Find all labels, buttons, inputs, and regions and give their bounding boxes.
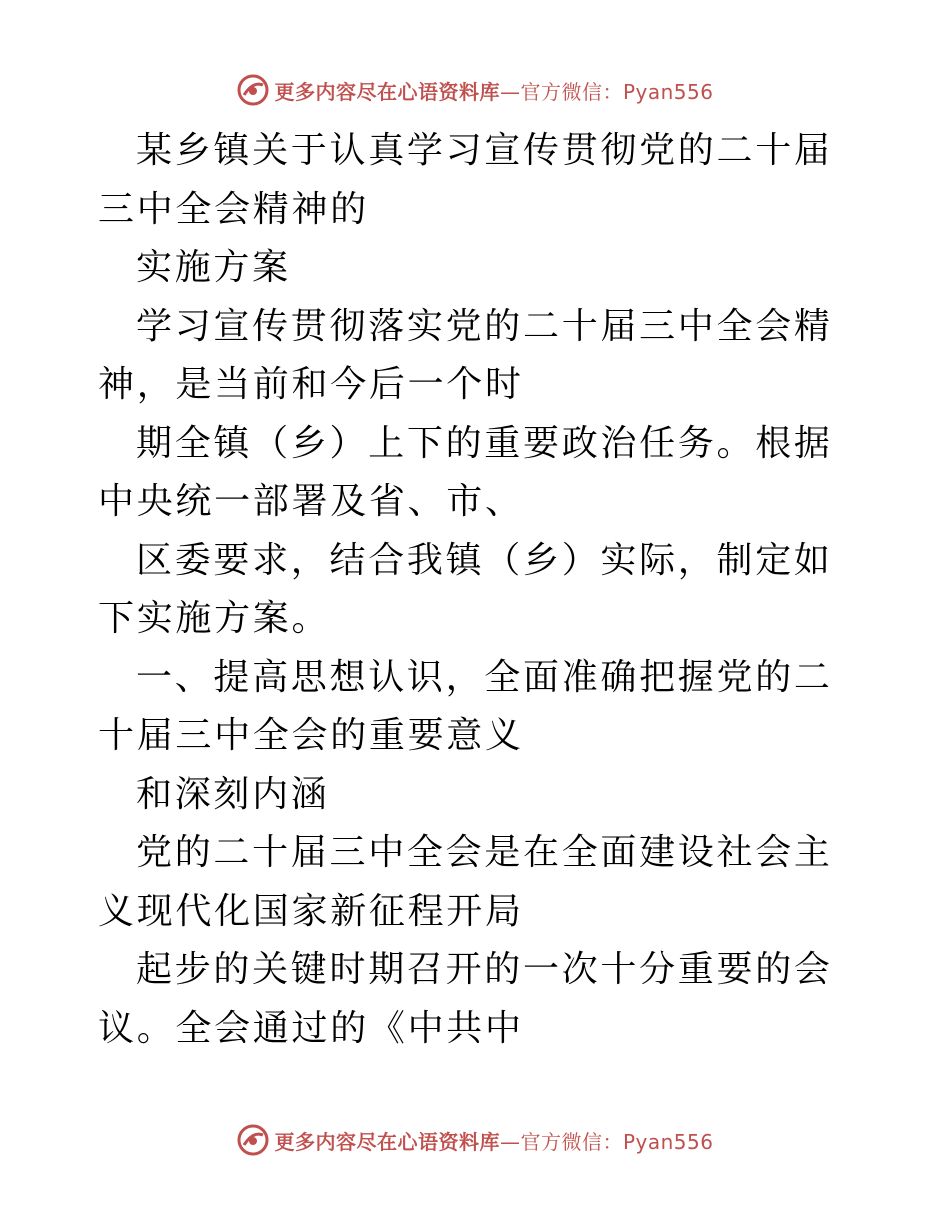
logo-icon <box>236 1123 270 1157</box>
banner-text: 更多内容尽在心语资料库—官方微信：Pyan556 <box>274 1129 714 1154</box>
footer-watermark-banner <box>0 1120 950 1160</box>
header-watermark-banner <box>0 70 950 110</box>
document-body <box>98 122 858 1058</box>
banner-text: 更多内容尽在心语资料库—官方微信：Pyan556 <box>274 79 714 104</box>
paragraph: 期全镇（乡）上下的重要政治任务。根据中央统一部署及省、市、 <box>98 422 833 522</box>
paragraph: 某乡镇关于认真学习宣传贯彻党的二十届三中全会精神的 <box>98 130 833 230</box>
paragraph: 党的二十届三中全会是在全面建设社会主义现代化国家新征程开局 <box>98 832 833 932</box>
paragraph: 起步的关键时期召开的一次十分重要的会议。全会通过的《中共中 <box>98 949 833 1049</box>
logo-icon <box>236 73 270 107</box>
paragraph: 一、提高思想认识，全面准确把握党的二十届三中全会的重要意义 <box>98 656 833 756</box>
paragraph: 学习宣传贯彻落实党的二十届三中全会精神，是当前和今后一个时 <box>98 305 833 405</box>
paragraph: 区委要求，结合我镇（乡）实际，制定如下实施方案。 <box>98 539 833 639</box>
paragraph: 和深刻内涵 <box>136 773 330 815</box>
paragraph: 实施方案 <box>136 247 291 288</box>
